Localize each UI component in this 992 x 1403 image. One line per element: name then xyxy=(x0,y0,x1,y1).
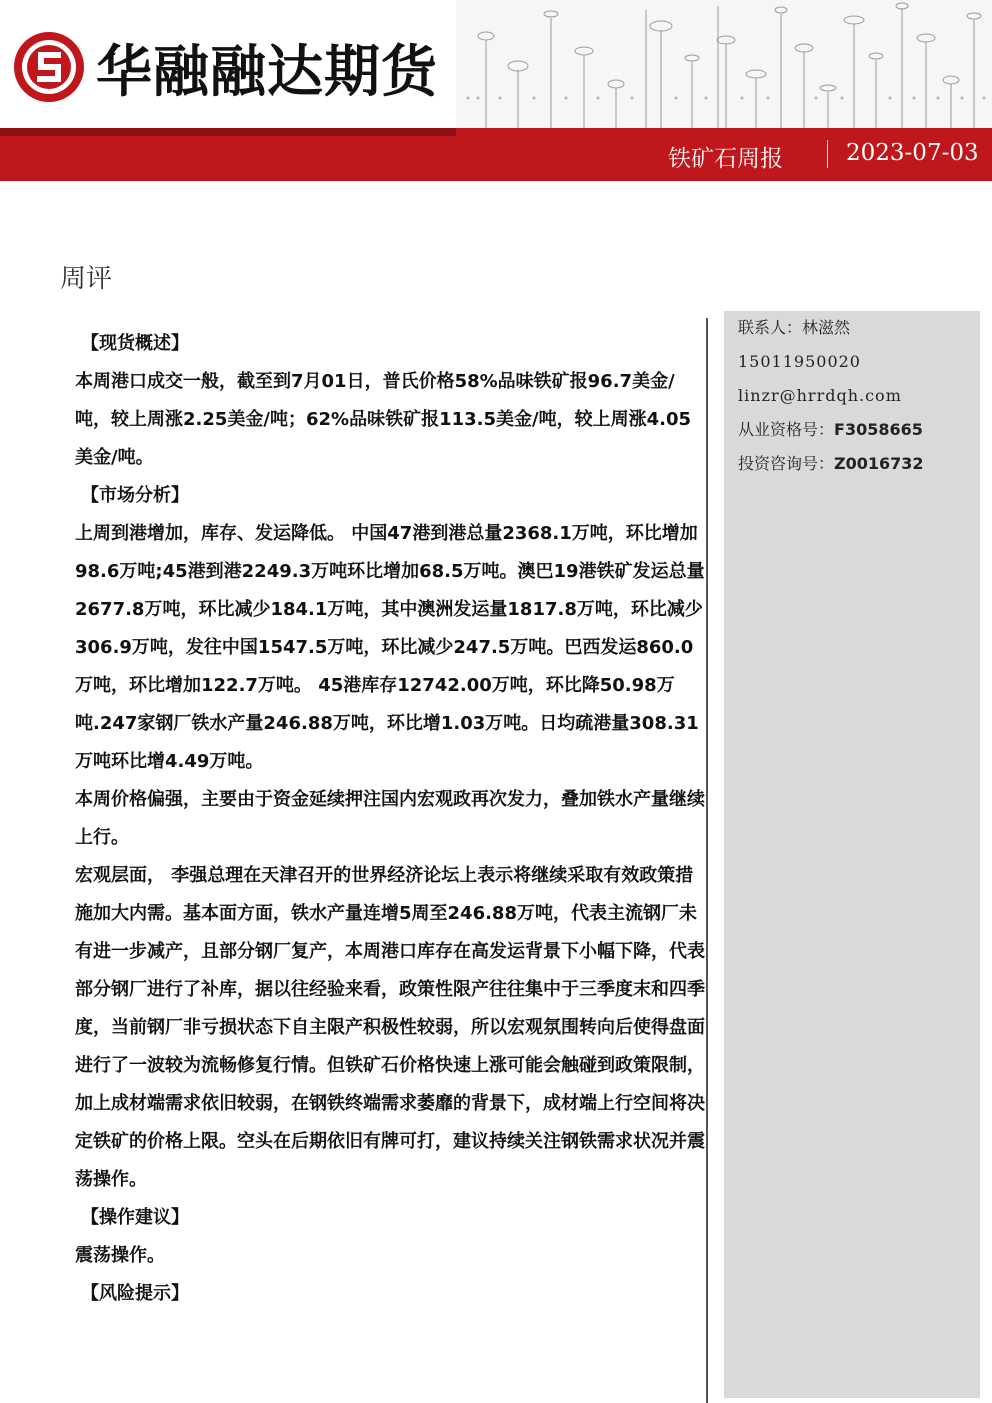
header-red-bar-shadow xyxy=(0,128,456,136)
macro-analysis-text: 宏观层面， 李强总理在天津召开的世界经济论坛上表示将继续采取有效政策措施加大内需。基本面方面，铁水产量连增5周至246.88万吨，代表主流钢厂未有进一步减产，且部分钢厂复产，本周港口库存在高发运背景下小幅下降，代表部分钢厂进行了补库，据以往经验来看，政策性限产往往集中于三季度末和四季度，当前钢厂非亏损状态下自主限产积极性较弱，所以宏观氛围转向后使得盘面进行了一波较为流畅修复行情。但铁矿石价格快速上涨可能会触碰到政策限制，加上成材端需求依旧较弱，在钢铁终端需求萎靡的背景下，成材端上行空间将决定铁矿的价格上限。空头在后期依旧有牌可打，建议持续关注钢铁需求状况并震荡操作。 xyxy=(75,865,705,1190)
risk-warning-heading: 【风险提示】 xyxy=(81,1283,189,1304)
investment-consulting-number xyxy=(738,447,978,481)
contact-name: 联系人：林滋然 xyxy=(738,318,851,337)
analyst-contact xyxy=(738,311,978,481)
analyst-sidebar xyxy=(724,311,980,1398)
report-header xyxy=(0,0,992,185)
section-title: 周评 xyxy=(60,264,113,294)
contact-phone: 15011950020 xyxy=(738,352,861,371)
qualification-number xyxy=(738,413,978,447)
spot-overview-heading: 【现货概述】 xyxy=(81,333,189,354)
qualification-label: 从业资格号： xyxy=(738,420,835,439)
market-analysis-heading: 【市场分析】 xyxy=(81,485,189,506)
operation-advice-text: 震荡操作。 xyxy=(75,1245,165,1266)
brand-name: 华融融达期货 xyxy=(96,40,438,105)
column-divider xyxy=(706,318,708,1403)
contact-email[interactable]: linzr@hrrdqh.com xyxy=(738,386,902,405)
market-analysis-text: 上周到港增加，库存、发运降低。 中国47港到港总量2368.1万吨，环比增加98.6万吨;45港到港2249.3万吨环比增加68.5万吨。澳巴19港铁矿发运总量2677.8万吨，环比减少184.1万吨，其中澳洲发运量1817.8万吨，环比减少306.9万吨，发往中国1547.5万吨，环比减少247.5万吨。巴西发运860.0万吨，环比增加122.7万吨。 45港库存12742.00万吨，环比降50.98万吨.247家钢厂铁水产量246.88万吨，环比增1.03万吨。日均疏港量308.31万吨环比增4.49万吨。 xyxy=(75,523,705,772)
investment-consulting-value: Z0016732 xyxy=(834,454,924,473)
weekly-review-body xyxy=(75,325,705,1313)
report-date: 2023-07-03 xyxy=(846,140,979,166)
decorative-background xyxy=(456,0,992,128)
report-type: 铁矿石周报 xyxy=(668,146,783,172)
spot-overview-text: 本周港口成交一般，截至到7月01日，普氏价格58%品味铁矿报96.7美金/吨，较上周涨2.25美金/吨；62%品味铁矿报113.5美金/吨，较上周涨4.05美金/吨。 xyxy=(75,371,691,468)
investment-consulting-label: 投资咨询号： xyxy=(738,454,835,473)
company-logo-icon xyxy=(12,30,86,104)
qualification-value: F3058665 xyxy=(834,420,923,439)
operation-advice-heading: 【操作建议】 xyxy=(81,1207,189,1228)
price-trend-text: 本周价格偏强，主要由于资金延续押注国内宏观政再次发力，叠加铁水产量继续上行。 xyxy=(75,789,705,848)
header-separator xyxy=(827,140,828,168)
